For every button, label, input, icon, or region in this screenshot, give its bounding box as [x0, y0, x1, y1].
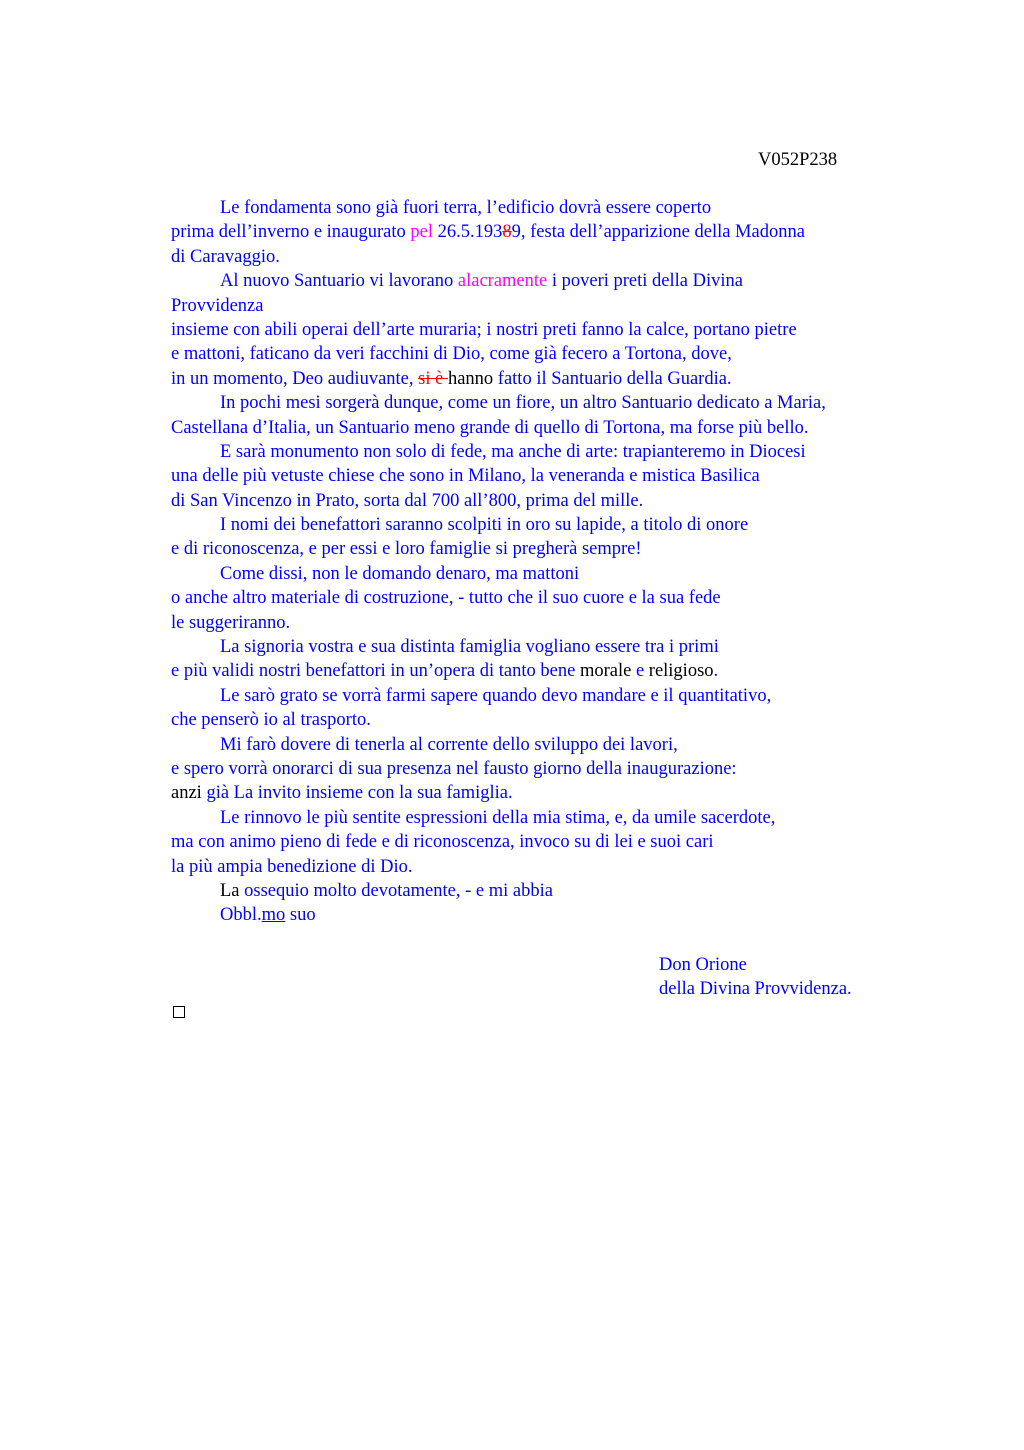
text-line [171, 733, 931, 757]
text-line [171, 342, 931, 366]
text-segment: Provvidenza [171, 295, 264, 316]
text-segment: ossequio molto devotamente, - e mi abbia [239, 880, 553, 901]
text-segment: insieme con abili operai dell’arte muraria; i nostri preti fanno la calce, portano pietre [171, 319, 797, 340]
signature-name: Don Orione [659, 955, 747, 975]
text-line [171, 757, 931, 781]
letter-body [171, 196, 931, 928]
text-line [171, 464, 931, 488]
text-segment: 8 [502, 222, 512, 243]
text-segment: e di riconoscenza, e per essi e loro famiglie si pregherà sempre! [171, 539, 642, 560]
text-line [171, 269, 931, 293]
text-line [171, 684, 931, 708]
text-segment: La signoria vostra e sua distinta famiglia vogliano essere tra i primi [220, 637, 719, 658]
text-line [171, 318, 931, 342]
text-segment: Al nuovo Santuario vi lavorano [220, 271, 458, 292]
text-segment: ma con animo pieno di fede e di riconoscenza, invoco su di lei e suoi cari [171, 832, 714, 853]
text-segment: religioso [648, 661, 714, 682]
text-segment: morale [579, 661, 632, 682]
text-segment: 9, festa dell’apparizione della Madonna [511, 222, 805, 243]
text-segment: prima dell’inverno e inaugurato [171, 222, 411, 243]
text-line [171, 294, 931, 318]
text-segment: fatto il Santuario della Guardia. [493, 368, 732, 389]
text-segment: I nomi dei benefattori saranno scolpiti in oro su lapide, a titolo di onore [220, 515, 749, 536]
text-line [171, 489, 931, 513]
text-line [171, 635, 931, 659]
text-segment: la più ampia benedizione di Dio. [171, 856, 413, 877]
text-segment: e più validi nostri benefattori in un’opera di tanto bene [171, 661, 580, 682]
text-segment: alacramente [457, 271, 548, 292]
text-segment: o anche altro materiale di costruzione, - tutto che il suo cuore e la sua fede [171, 588, 721, 609]
text-line [171, 196, 931, 220]
text-line [171, 513, 931, 537]
text-segment: in un momento, Deo audiuvante, [171, 368, 419, 389]
text-line [171, 562, 931, 586]
text-segment: Le rinnovo le più sentite espressioni della mia stima, e, da umile sacerdote, [220, 807, 776, 828]
text-segment: si è [418, 368, 448, 389]
text-line [171, 806, 931, 830]
text-line [171, 220, 931, 244]
text-segment: Castellana d’Italia, un Santuario meno grande di quello di Tortona, ma forse più bello. [171, 417, 809, 438]
text-segment: 26.5.193 [433, 222, 503, 243]
text-segment: e [631, 661, 649, 682]
text-line [171, 367, 931, 391]
text-segment: E sarà monumento non solo di fede, ma anche di arte: trapianteremo in Diocesi [220, 441, 806, 462]
text-line [171, 245, 931, 269]
text-segment: Le fondamenta sono già fuori terra, l’edificio dovrà essere coperto [220, 198, 712, 218]
text-line [171, 659, 931, 683]
text-segment: mo [261, 905, 286, 926]
text-segment: suo [285, 905, 316, 926]
text-segment: La [220, 880, 240, 901]
text-segment: di San Vincenzo in Prato, sorta dal 700 all’800, prima del mille. [171, 490, 644, 511]
text-line [171, 611, 931, 635]
text-line [171, 391, 931, 415]
text-segment: già La invito insieme con la sua famiglia. [201, 783, 513, 804]
text-line [171, 903, 931, 927]
signature-block [659, 953, 852, 1002]
text-segment: anzi [171, 783, 202, 804]
text-segment: di Caravaggio. [171, 246, 280, 267]
text-segment: Come dissi, non le domando denaro, ma mattoni [220, 563, 580, 584]
text-line [171, 781, 931, 805]
text-line [171, 586, 931, 610]
text-segment: che penserò io al trasporto. [171, 710, 371, 731]
text-line [171, 830, 931, 854]
text-segment: una delle più vetuste chiese che sono in Milano, la veneranda e mistica Basilica [171, 466, 760, 487]
text-line [171, 879, 931, 903]
text-line [171, 708, 931, 732]
text-segment: Mi farò dovere di tenerla al corrente dello sviluppo dei lavori, [220, 734, 678, 755]
text-segment: pel [410, 222, 433, 243]
text-segment: Le sarò grato se vorrà farmi sapere quando devo mandare e il quantitativo, [220, 685, 772, 706]
page-id: V052P238 [758, 150, 838, 170]
checkbox-icon[interactable] [173, 1006, 185, 1018]
text-segment: le suggeriranno. [171, 612, 291, 633]
text-line [171, 855, 931, 879]
text-segment: In pochi mesi sorgerà dunque, come un fiore, un altro Santuario dedicato a Maria, [220, 393, 826, 414]
text-line [171, 440, 931, 464]
text-segment: hanno [447, 368, 494, 389]
text-segment: Obbl. [220, 905, 262, 926]
signature-title: della Divina Provvidenza. [659, 979, 852, 1000]
text-segment: e mattoni, faticano da veri facchini di Dio, come già fecero a Tortona, dove, [171, 344, 732, 365]
text-segment: e spero vorrà onorarci di sua presenza nel fausto giorno della inaugurazione: [171, 758, 737, 779]
text-line [171, 537, 931, 561]
text-segment: i poveri preti della Divina [547, 271, 743, 292]
text-line [171, 416, 931, 440]
text-segment: . [713, 661, 719, 682]
